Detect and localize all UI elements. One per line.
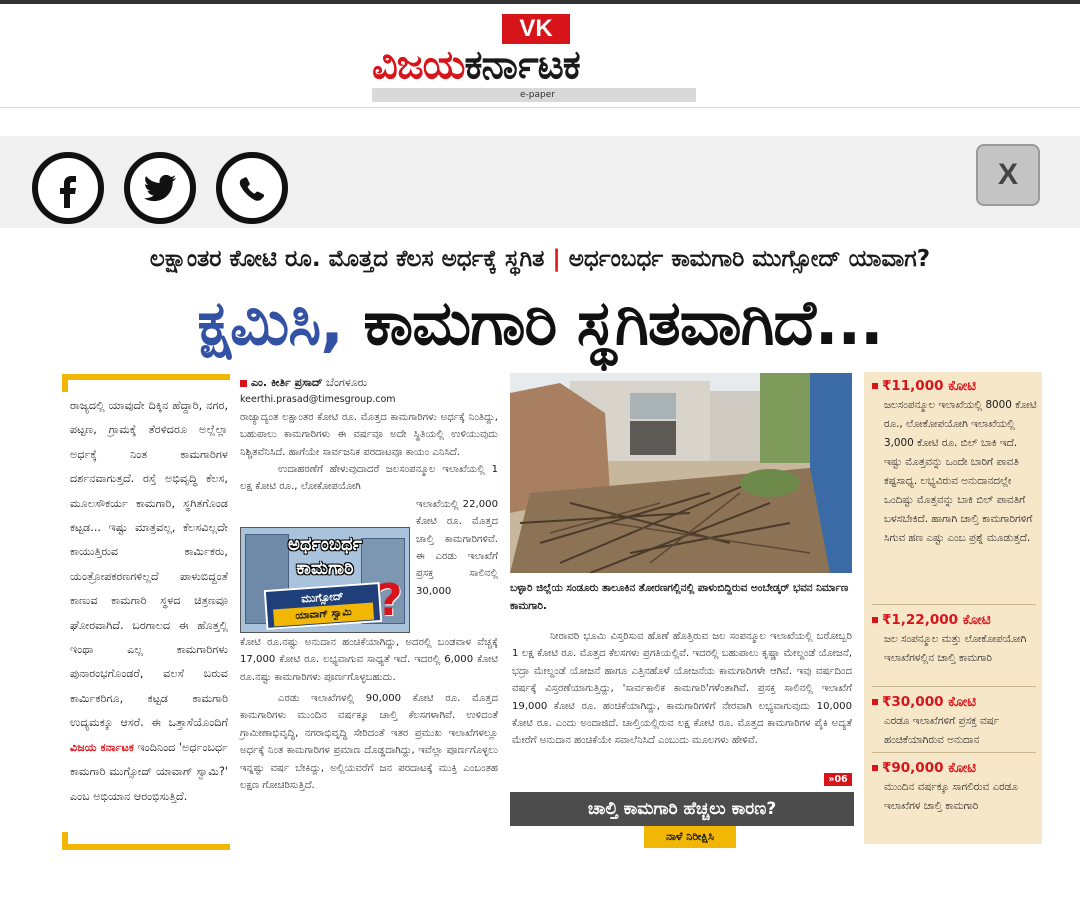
intro-tail: ಇಂದಿನಿಂದ 'ಅರ್ಧಂಬರ್ಧ ಕಾಮಗಾರಿ ಮುಗ್ಸೋದ್ ಯಾವಾಗ್ ಸ್ವಾಮಿ?' ಎಂಬ ಅಭಿಯಾನ ಆರಂಭಿಸುತ್ತಿದೆ.: [70, 740, 228, 803]
stat-description: ಮುಂದಿನ ವರ್ಷಕ್ಕೂ ಸಾಗಲಿರುವ ಎರಡೂ ಇಲಾಖೆಗಳ ಚಾಲ್ತಿ ಕಾಮಗಾರಿ: [884, 781, 1018, 812]
whatsapp-icon: [232, 168, 272, 208]
campaign-title-line-2: ಕಾಮಗಾರಿ: [296, 558, 354, 579]
byline-city: ಬೆಂಗಳೂರು: [322, 376, 368, 389]
stat-amount: ₹90,000 ಕೋಟಿ: [882, 760, 977, 776]
stat-item: [872, 376, 1038, 548]
col2-paragraph-3: ಎರಡು ಇಲಾಖೆಗಳಲ್ಲಿ 90,000 ಕೋಟಿ ರೂ. ಮೊತ್ತದ ಕಾಮಗಾರಿಗಳು ಮುಂದಿನ ವರ್ಷಕ್ಕೂ ಚಾಲ್ತಿ ಕೆಲಸಗಳಾಗಿವೆ. ಉಳಿದಂತೆ ಗ್ರಾಮೀಣಾಭಿವೃದ್ಧಿ, ನಗರಾಭಿವೃದ್ಧಿ ಸೇರಿದಂತೆ ಇತರ ಪ್ರಮುಖ ಇಲಾಖೆಗಳಲ್ಲೂ ಅರ್ಧಕ್ಕೆ ನಿಂತ ಕಾಮಗಾರಿಗಳ ಪ್ರಮಾಣ ದೊಡ್ಡದಾಗಿದ್ದು, ಇವೆಲ್ಲಾ ಪೂರ್ಣಗೊಳ್ಳಲು ಇನ್ನಷ್ಟು ವರ್ಷ ಬೇಕಿದ್ದು, ಅಲ್ಲಿಯವರೆಗೆ ಜನ ಪರದಾಟಕ್ಕೆ ಮುಕ್ತಿ ಎಂಬಂತಹ ಲಕ್ಷಣ ಗೋಚರಿಸುತ್ತಿದೆ.: [240, 693, 498, 792]
col3-paragraph-1: ನೀರಾವರಿ ಭೂಮಿ ವಿಸ್ತರಿಸುವ ಹೊಣೆ ಹೊತ್ತಿರುವ ಜಲ ಸಂಪನ್ಮೂಲ ಇಲಾಖೆಯಲ್ಲಿ ಬರೋಬ್ಬರಿ 1 ಲಕ್ಷ ಕೋಟಿ ರೂ. ಮೊತ್ತದ ಕೆಲಸಗಳು ಪ್ರಗತಿಯಲ್ಲಿವೆ. ಇದರಲ್ಲಿ ಬಹುಪಾಲು ಕೃಷ್ಣಾ ಮೇಲ್ದಂಡೆ ಯೋಜನೆ, ಭದ್ರಾ ಮೇಲ್ದಂಡೆ ಯೋಜನೆ ಹಾಗೂ ಎತ್ತಿನಹೊಳೆ ಯೋಜನೆಯ ಕಾಮಗಾರಿಗಳೇ ಆಗಿವೆ. ಇವು ವರ್ಷದಿಂದ ವರ್ಷಕ್ಕೆ ವಿಸ್ತರಣೆಯಾಗುತ್ತಿದ್ದು, 'ಸಾರ್ವಕಾಲಿಕ ಕಾಮಗಾರಿ'ಗಳೆಂತಾಗಿವೆ. ಪ್ರಸಕ್ತ ಸಾಲಿನಲ್ಲಿ ಇಲಾಖೆಗೆ 19,000 ಕೋಟಿ ರೂ. ಹಂಚಿಕೆಯಾಗಿದ್ದು, ಕಾಮಗಾರಿಗಳಿಗೆ ನೇರವಾಗಿ ಲಭ್ಯವಾಗುವುದು 10,000 ಕೋಟಿ ರೂ. ಎಂದು ಅಂದಾಜಿದೆ. ಚಾಲ್ತಿಯಲ್ಲಿರುವ ಲಕ್ಷ ಕೋಟಿ ರೂ. ಮೊತ್ತದ ಕಾಮಗಾರಿಗಳ ಪೈಕಿ ಅದ್ಯತೆ ಮೇರೆಗೆ ಅನುದಾನ ಹಂಚಿಕೆಯೇ ಸವಾಲೆನಿಸಿದೆ ಎಂಬುದು ಮೂಲಗಳು ಹೇಳಿವೆ.: [512, 631, 852, 747]
byline: [240, 374, 498, 391]
logo-word-1: ವಿಜಯ: [372, 42, 465, 88]
stat-divider: [872, 604, 1036, 605]
stat-value: [872, 758, 1038, 778]
stat-marker: [872, 765, 878, 771]
twitter-icon: [140, 168, 180, 208]
col2-paragraph-2b: ಇಲಾಖೆಯಲ್ಲಿ 22,000 ಕೋಟಿ ರೂ. ಮೊತ್ತದ ಚಾಲ್ತಿ ಕಾಮಗಾರಿಗಳಿವೆ. ಈ ಎರಡು ಇಲಾಖೆಗೆ ಪ್ರಸಕ್ತ ಸಾಲಿನಲ್ಲಿ 30,000: [416, 498, 498, 597]
stat-amount: ₹30,000 ಕೋಟಿ: [882, 694, 977, 710]
continued-page-marker[interactable]: »06: [824, 773, 852, 786]
intro-box: [62, 374, 230, 850]
campaign-logo-box: [240, 527, 410, 633]
intro-body: ರಾಜ್ಯದಲ್ಲಿ ಯಾವುದೇ ದಿಕ್ಕಿನ ಹೆದ್ದಾರಿ, ನಗರ, ಪಟ್ಟಣ, ಗ್ರಾಮಕ್ಕೆ ತೆರಳಿದರೂ ಅಲ್ಲೆಲ್ಲಾ ಅರ್ಧಕ್ಕೆ ನಿಂತ ಕಾಮಗಾರಿಗಳ ದರ್ಶನವಾಗುತ್ತದೆ. ರಸ್ತೆ ಅಭಿವೃದ್ಧಿ ಕೆಲಸ, ಮೂಲಸೌಕರ್ಯ ಕಾಮಗಾರಿ, ಸ್ಥಗಿತಗೊಂಡ ಕಟ್ಟಡ... ಇಷ್ಟು ಮಾತ್ರವಲ್ಲ, ಕೆಲಸವಿಲ್ಲದೇ ಕಾಯುತ್ತಿರುವ ಕಾರ್ಮಿಕರು, ಯಂತ್ರೋಪಕರಣಗಳಿಲ್ಲದೆ ಪಾಳುಬಿದ್ದಂತೆ ಕಾಣುವ ಕಾಮಗಾರಿ ಸ್ಥಳದ ಚಿತ್ರಣವೂ ಘೋರವಾಗಿದೆ. ಬರಗಾಲದ ಈ ಹೊತ್ತಲ್ಲಿ ಇಂಥಾ ಎಲ್ಲ ಕಾಮಗಾರಿಗಳು ಪುನಾರಂಭಗೊಂಡರೆ, ವಲಸೆ ಬರುವ ಕಾರ್ಮಿಕರಿಗೂ, ಕಟ್ಟಡ ಕಾಮಗಾರಿ ಉದ್ಯಮಕ್ಕೂ ಆಸರೆ. ಈ ಒತ್ತಾಸೆಯೊಂದಿಗೆ: [70, 399, 228, 730]
kicker-left: ಲಕ್ಷಾಂತರ ಕೋಟಿ ರೂ. ಮೊತ್ತದ ಕೆಲಸ ಅರ್ಧಕ್ಕೆ ಸ್ಥಗಿತ: [149, 246, 545, 272]
byline-email[interactable]: keerthi.prasad@timesgroup.com: [240, 394, 396, 406]
kicker-separator: |: [544, 246, 569, 272]
campaign-title-line-1: ಅರ್ಧಂಬರ್ಧ: [288, 534, 362, 555]
logo-word-2: ಕರ್ನಾಟಕ: [464, 42, 580, 88]
stats-sidebar: [864, 372, 1042, 844]
stat-marker: [872, 383, 878, 389]
headline-part-a: ಕ್ಷಮಿಸಿ,: [197, 286, 343, 359]
kicker-right: ಅರ್ಧಂಬರ್ಧ ಕಾಮಗಾರಿ ಮುಗ್ಸೋದ್ ಯಾವಾಗ?: [568, 246, 931, 272]
article-column-3: [512, 628, 852, 750]
stat-marker: [872, 699, 878, 705]
stat-description: ಎರಡೂ ಇಲಾಖೆಗಳಿಗೆ ಪ್ರಸಕ್ತ ವರ್ಷ ಹಂಚಿಕೆಯಾಗಿರುವ ಅನುದಾನ: [884, 715, 1000, 746]
whatsapp-share-button[interactable]: [216, 152, 288, 224]
headline: [0, 284, 1080, 362]
col2-paragraph-1: ರಾಜ್ಯಾದ್ಯಂತ ಲಕ್ಷಾಂತರ ಕೋಟಿ ರೂ. ಮೊತ್ತದ ಕಾಮಗಾರಿಗಳು ಅರ್ಧಕ್ಕೆ ನಿಂತಿದ್ದು, ಬಹುಪಾಲು ಕಾಮಗಾರಿಗಳು ಈ ವರ್ಷವೂ ಅದೇ ಸ್ಥಿತಿಯಲ್ಲಿ ಉಳಿಯುವುದು ನಿಶ್ಚಿತವೆನಿಸಿದೆ. ಹಾಗೆಯೇ ಸಾರ್ವಜನಿಕ ಪರದಾಟವೂ ಕಾಯಂ ಎನಿಸಿದೆ.: [240, 411, 498, 458]
facebook-icon: [48, 168, 88, 208]
logo-wordmark: [372, 42, 696, 88]
intro-text: [70, 394, 228, 809]
stat-value: [872, 376, 1038, 396]
campaign-sign-line-2: ಯಾವಾಗ್ ಸ್ವಾಮಿ: [273, 603, 374, 627]
close-button[interactable]: X: [976, 144, 1040, 206]
stat-divider: [872, 752, 1036, 753]
stat-value: [872, 692, 1038, 712]
stat-item: [872, 692, 1038, 750]
stat-item: [872, 610, 1038, 668]
vijaya-karnataka-logo[interactable]: [372, 12, 696, 102]
logo-badge: VK: [502, 14, 570, 44]
share-bar: [0, 136, 1080, 228]
col2-paragraph-2c: ಕೋಟಿ ರೂ.ನಷ್ಟು ಅನುದಾನ ಹಂಚಿಕೆಯಾಗಿದ್ದು, ಅದರಲ್ಲಿ ಬಂಡವಾಳ ವೆಚ್ಚಕ್ಕೆ 17,000 ಕೋಟಿ ರೂ. ಲಭ್ಯವಾಗುವ ಸಾಧ್ಯತೆ ಇದೆ. ಇದರಲ್ಲಿ 6,000 ಕೋಟಿ ರೂ.ನಷ್ಟು ಕಾಮಗಾರಿಗಳು ಪೂರ್ಣಗೊಳ್ಳಬಹುದು.: [240, 636, 498, 683]
headline-part-b: ಕಾಮಗಾರಿ ಸ್ಥಗಿತವಾಗಿದೆ...: [342, 286, 883, 359]
stat-amount: ₹1,22,000 ಕೋಟಿ: [882, 612, 991, 628]
stat-description: ಜಲಸಂಪನ್ಮೂಲ ಇಲಾಖೆಯಲ್ಲಿ 8000 ಕೋಟಿ ರೂ., ಲೋಕೋಪಯೋಗಿ ಇಲಾಖೆಯಲ್ಲಿ 3,000 ಕೋಟಿ ರೂ. ಬಿಲ್ ಬಾಕಿ ಇದೆ. ಇಷ್ಟು ಮೊತ್ತವನ್ನು ಒಂದೇ ಬಾರಿಗೆ ಪಾವತಿ ಕಷ್ಟಸಾಧ್ಯ. ಲಭ್ಯವಿರುವ ಅನುದಾನದಲ್ಲೇ ಒಂದಿಷ್ಟು ಮೊತ್ತವನ್ನು ಬಾಕಿ ಬಿಲ್ ಪಾವತಿಗೆ ಬಳಸಬೇಕಿದೆ. ಹಾಗಾಗಿ ಚಾಲ್ತಿ ಕಾಮಗಾರಿಗಳಿಗೆ ಸಿಗುವ ಹಣ ಎಷ್ಟು ಎಂಬ ಪ್ರಶ್ನೆ ಮೂಡುತ್ತದೆ.: [884, 399, 1037, 544]
masthead: [0, 4, 1080, 108]
campaign-sign-line-1: ಮುಗ್ಸೋದ್: [300, 589, 344, 606]
facebook-share-button[interactable]: [32, 152, 104, 224]
construction-site-image: [510, 373, 852, 573]
byline-name: ಎಂ. ಕೀರ್ತಿ ಪ್ರಸಾದ್: [251, 376, 323, 389]
teaser-banner: ಚಾಲ್ತಿ ಕಾಮಗಾರಿ ಹೆಚ್ಚಲು ಕಾರಣ?: [510, 792, 854, 826]
photo-caption: ಬಳ್ಳಾರಿ ಜಿಲ್ಲೆಯ ಸಂಡೂರು ತಾಲೂಕಿನ ತೋರಣಗಲ್ಲಿನಲ್ಲಿ ಪಾಳುಬಿದ್ದಿರುವ ಅಂಬೇಡ್ಕರ್ ಭವನ ನಿರ್ಮಾಣ ಕಾಮಗಾರಿ.: [510, 582, 849, 612]
stat-item: [872, 758, 1038, 816]
tomorrow-label: ನಾಳೆ ನಿರೀಕ್ಷಿಸಿ: [644, 826, 736, 848]
campaign-sign: [264, 582, 383, 630]
intro-bracket-bottom: [62, 832, 230, 850]
stat-description: ಜಲ ಸಂಪನ್ಮೂಲ ಮತ್ತು ಲೋಕೋಪಯೋಗಿ ಇಲಾಖೆಗಳಲ್ಲಿನ ಚಾಲ್ತಿ ಕಾಮಗಾರಿ: [884, 633, 1027, 664]
construction-site-photo: [510, 373, 852, 573]
logo-subtitle: e-paper: [372, 88, 696, 102]
intro-bracket-top: [62, 374, 230, 392]
byline-marker: [240, 380, 247, 387]
stat-divider: [872, 686, 1036, 687]
twitter-share-button[interactable]: [124, 152, 196, 224]
stat-value: [872, 610, 1038, 630]
question-mark-icon: ?: [377, 575, 403, 626]
stat-amount: ₹11,000 ಕೋಟಿ: [882, 378, 977, 394]
col2-paragraph-2a: ಉದಾಹರಣೆಗೆ ಹೇಳುವುದಾದರೆ ಜಲಸಂಪನ್ಮೂಲ ಇಲಾಖೆಯಲ್ಲಿ 1 ಲಕ್ಷ ಕೋಟಿ ರೂ., ಲೋಕೋಪಯೋಗಿ: [240, 464, 498, 493]
intro-brand: ವಿಜಯ ಕರ್ನಾಟಕ: [70, 740, 134, 754]
stat-marker: [872, 617, 878, 623]
kicker-line: [0, 246, 1080, 280]
